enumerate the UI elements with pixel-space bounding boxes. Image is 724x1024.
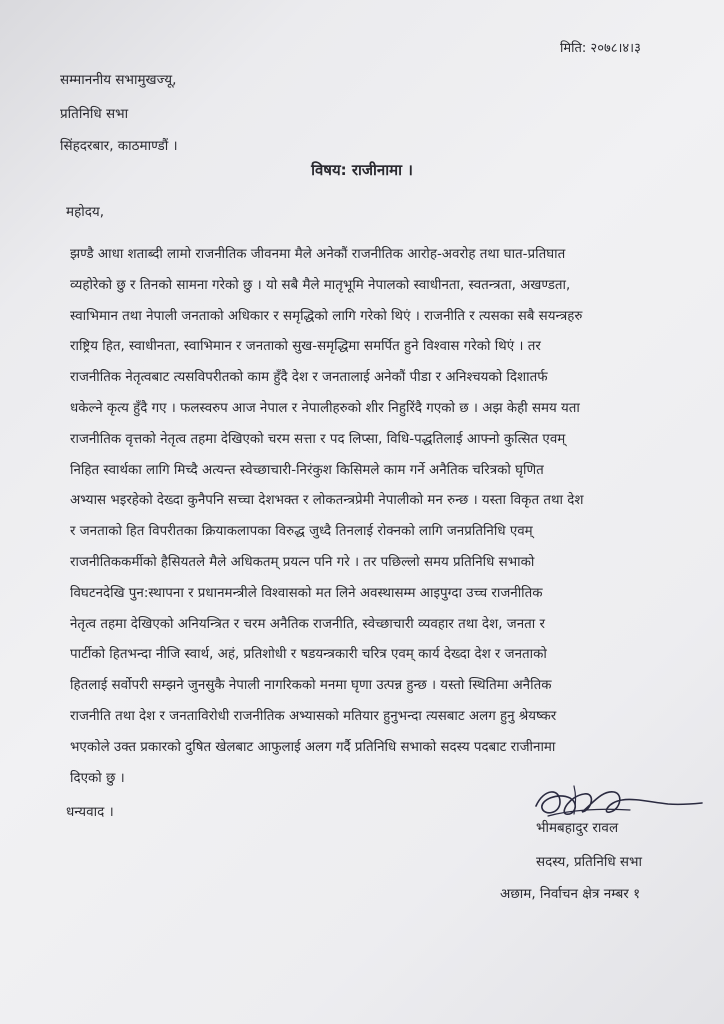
signatory-title: सदस्य, प्रतिनिधि सभा bbox=[536, 854, 643, 870]
salutation: महोदय, bbox=[66, 204, 105, 220]
recipient-line-1: सम्माननीय सभामुखज्यू, bbox=[60, 72, 177, 88]
body-line: राजनीतिककर्मीको हैसियतले मैले अधिकतम् प्रयत्न पनि गरे । तर पछिल्लो समय प्रतिनिधि सभाको bbox=[70, 554, 535, 570]
body-line: विघटनदेखि पुन:स्थापना र प्रधानमन्त्रीले विश्वासको मत लिने अवस्थासम्म आइपुग्दा उच्च राजनीतिक bbox=[70, 585, 543, 601]
body-line: व्यहोरेको छु र तिनको सामना गरेको छु । यो सबै मैले मातृभूमि नेपालको स्वाधीनता, स्वतन्त्रता, अखण्डता, bbox=[70, 277, 571, 293]
body-line: र जनताको हित विपरीतका क्रियाकलापका विरुद्ध जुध्दै तिनलाई रोक्नको लागि जनप्रतिनिधि एवम् bbox=[70, 524, 533, 540]
body-line: स्वाभिमान तथा नेपाली जनताको अधिकार र समृद्धिको लागि गरेको थिएं । राजनीति र त्यसका सबै सयन्त्रहरु bbox=[70, 308, 583, 324]
body-line: भएकोले उक्त प्रकारको दुषित खेलबाट आफुलाई अलग गर्दै प्रतिनिधि सभाको सदस्य पदबाट राजीनामा bbox=[70, 739, 556, 755]
body-line: राजनीतिक वृत्तको नेतृत्व तहमा देखिएको चरम सत्ता र पद लिप्सा, विधि-पद्धतिलाई आफ्नो कुत्सित एवम् bbox=[70, 431, 566, 447]
body-line: राष्ट्रिय हित, स्वाधीनता, स्वाभिमान र जनताको सुख-समृद्धिमा समर्पित हुने विश्वास गरेको थिएं । तर bbox=[70, 339, 541, 355]
letter-body bbox=[70, 240, 710, 794]
letter-subject: विषय: राजीनामा । bbox=[311, 161, 413, 179]
body-line: झण्डै आधा शताब्दी लामो राजनीतिक जीवनमा मैले अनेकौं राजनीतिक आरोह-अवरोह तथा घात-प्रतिघात bbox=[70, 247, 566, 262]
letter-date: मिति: २०७८।४।३ bbox=[560, 41, 641, 56]
recipient-line-3: सिंहदरबार, काठमाण्डौं । bbox=[60, 138, 178, 154]
body-line: राजनीति तथा देश र जनताविरोधी राजनीतिक अभ्यासको मतियार हुनुभन्दा त्यसबाट अलग हुनु श्रेयष्कर bbox=[70, 708, 557, 724]
body-line: निहित स्वार्थका लागि मिच्दै अत्यन्त स्वेच्छाचारी-निरंकुश किसिमले काम गर्ने अनैतिक चरित्रको घृणित bbox=[70, 462, 544, 478]
signatory-name: भीमबहादुर रावल bbox=[536, 820, 619, 836]
recipient-line-2: प्रतिनिधि सभा bbox=[60, 106, 129, 122]
body-line: धकेल्ने कृत्य हुँदै गए । फलस्वरुप आज नेपाल र नेपालीहरुको शीर निहुरिंदै गएको छ । अझ केही समय यता bbox=[70, 400, 580, 416]
signatory-constituency: अछाम, निर्वाचन क्षेत्र नम्बर १ bbox=[500, 886, 641, 902]
body-line: हितलाई सर्वोपरी सम्झने जुनसुकै नेपाली नागरिकको मनमा घृणा उत्पन्न हुन्छ । यस्तो स्थितिमा अनैतिक bbox=[70, 678, 552, 694]
body-line: राजनीतिक नेतृत्वबाट त्यसविपरीतको काम हुँदै देश र जनतालाई अनेकौं पीडा र अनिश्चयको दिशातर्फ bbox=[70, 370, 548, 386]
body-line: नेतृत्व तहमा देखिएको अनियन्त्रित र चरम अनैतिक राजनीति, स्वेच्छाचारी व्यवहार तथा देश, जनता र bbox=[70, 616, 545, 632]
body-line: पार्टीको हितभन्दा नीजि स्वार्थ, अहं, प्रतिशोधी र षडयन्त्रकारी चरित्र एवम् कार्य देख्दा देश र जनताको bbox=[70, 647, 547, 663]
closing-thanks: धन्यवाद । bbox=[66, 804, 114, 820]
body-line: अभ्यास भइरहेको देख्दा कुनैपनि सच्चा देशभक्त र लोकतन्त्रप्रेमी नेपालीको मन रुन्छ । यस्ता विकृत तथा देश bbox=[70, 493, 584, 509]
body-line: दिएको छु । bbox=[70, 770, 125, 786]
